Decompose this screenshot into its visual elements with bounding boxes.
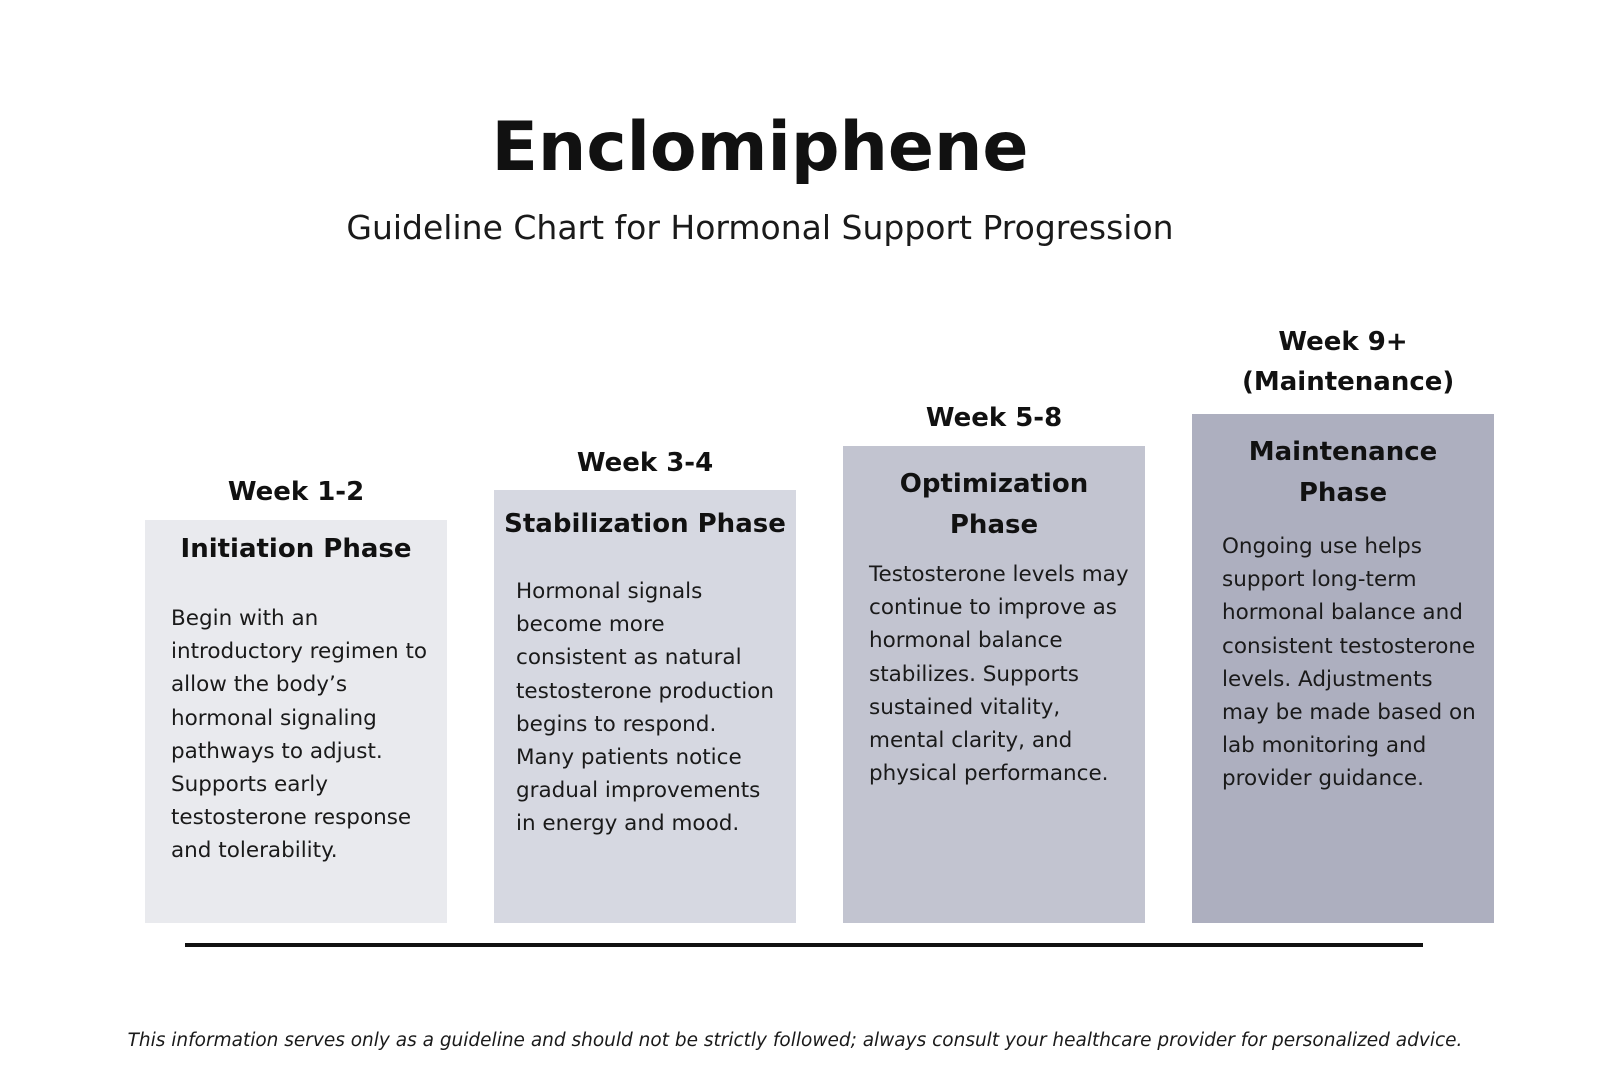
phase-title-optimization: Optimization Phase — [899, 469, 1089, 540]
phase-title-maintenance: Maintenance Phase — [1248, 437, 1438, 508]
timeline-baseline — [185, 943, 1423, 947]
disclaimer-text: This information serves only as a guideline and should not be strictly followed; always consult your healthcare provider for personalized advice. — [127, 1030, 1463, 1051]
phase-description-maintenance: Ongoing use helps support long-term hormonal balance and consistent testosterone levels. Adjustments may be made based on lab monitoring and provider guidance. — [1222, 534, 1476, 792]
phase-card-stabilization — [494, 490, 796, 923]
phase-title-stabilization: Stabilization Phase — [504, 509, 786, 539]
phase-description-initiation: Begin with an introductory regimen to allow the body’s hormonal signaling pathways to adjust. Supports early testosterone response and tolerability. — [171, 606, 428, 864]
phase-card-maintenance — [1192, 414, 1494, 923]
phase-description-stabilization: Hormonal signals become more consistent as natural testosterone production begins to respond. Many patients notice gradual improvements in energy and mood. — [516, 579, 774, 837]
page-title: Enclomiphene — [491, 108, 1029, 187]
page-subtitle: Guideline Chart for Hormonal Support Progression — [346, 208, 1174, 247]
week-label-4: Week 9+ (Maintenance) — [1242, 327, 1455, 397]
phase-description-optimization: Testosterone levels may continue to improve as hormonal balance stabilizes. Supports sustained vitality, mental clarity, and physical performance. — [869, 562, 1129, 787]
week-label-3: Week 5-8 — [925, 403, 1063, 433]
phase-card-optimization — [843, 446, 1145, 923]
phase-title-initiation: Initiation Phase — [180, 534, 412, 564]
week-label-1: Week 1-2 — [227, 477, 365, 507]
week-label-2: Week 3-4 — [576, 448, 714, 478]
phase-card-initiation — [145, 520, 447, 923]
